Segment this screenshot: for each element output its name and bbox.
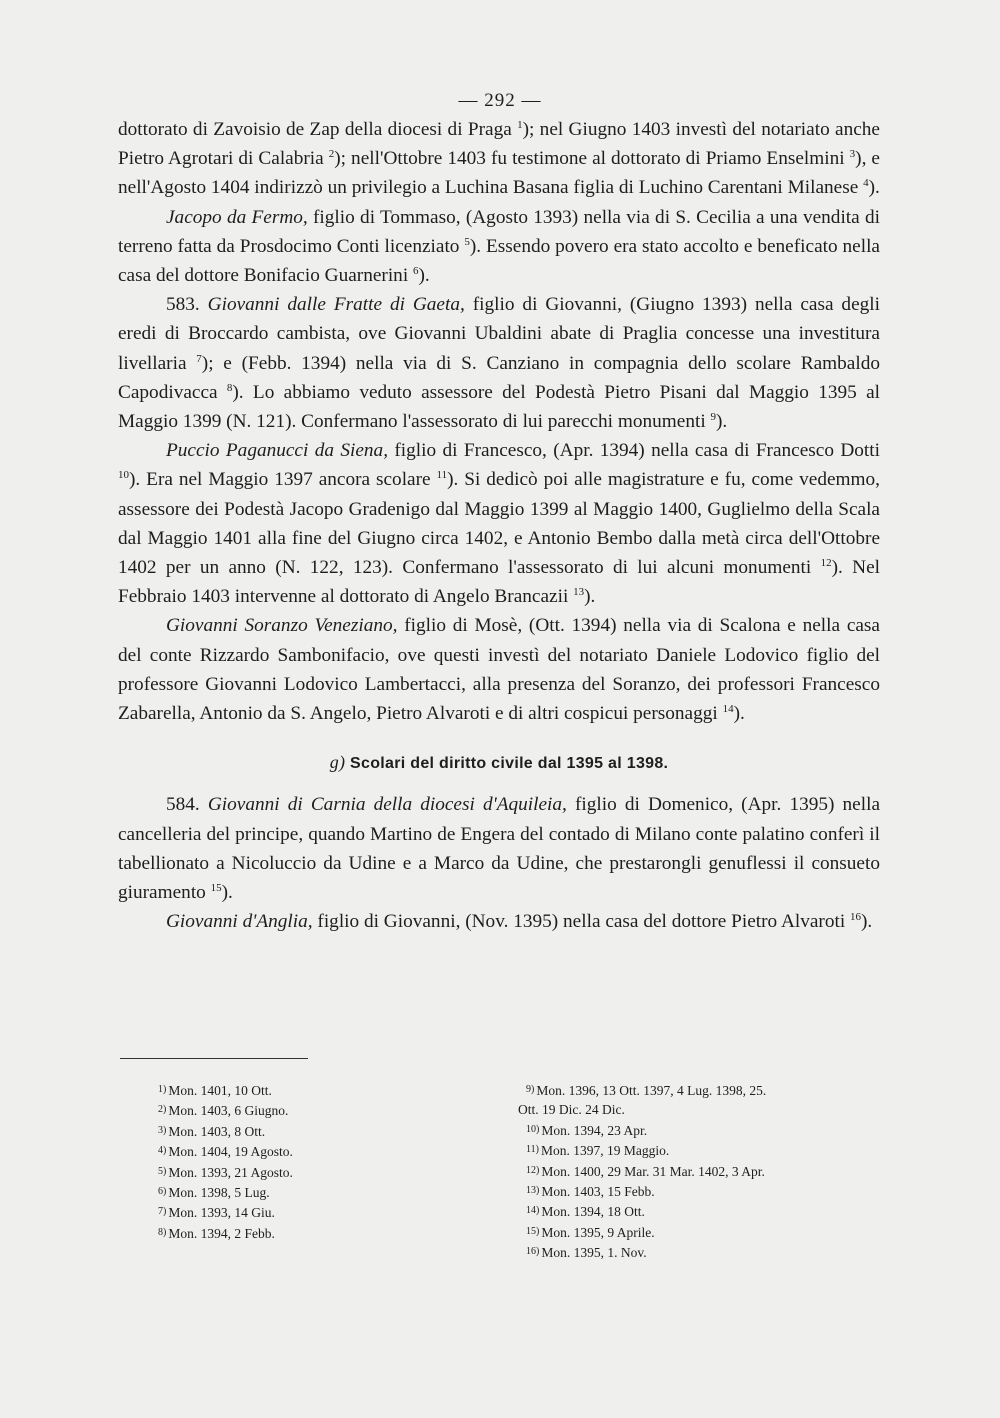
footnote: [518, 1120, 888, 1140]
footnote-ref: 4: [863, 177, 869, 190]
footnote: [518, 1201, 888, 1221]
person-name: Puccio Paganucci da Siena,: [166, 440, 389, 462]
footnote-number: 5): [158, 1165, 167, 1177]
footnote: [158, 1202, 478, 1222]
person-name: Giovanni di Carnia della diocesi d'Aquileia,: [207, 794, 567, 816]
footnote: [158, 1121, 478, 1141]
footnote-ref: 7: [196, 352, 202, 365]
footnote-ref: 15: [210, 882, 222, 895]
text-run: ). Era nel Maggio 1397 ancora scolare: [129, 469, 437, 491]
paragraph: [118, 203, 880, 291]
text-run: ).: [733, 703, 745, 725]
footnote: [158, 1182, 478, 1202]
body-text: [118, 115, 880, 936]
footnote: [518, 1140, 888, 1160]
footnote-text: Mon. 1395, 9 Aprile.: [541, 1224, 655, 1240]
text-run: 583.: [166, 294, 208, 316]
footnote-number: 14): [526, 1205, 540, 1217]
paragraphs-before-heading: [118, 115, 880, 728]
text-run: ).: [716, 411, 728, 433]
paragraph: [118, 611, 880, 728]
paragraphs-after-heading: [118, 790, 880, 936]
footnote-number: 4): [158, 1145, 167, 1157]
footnote-ref: 5: [464, 235, 470, 248]
text-run: ).: [221, 882, 233, 904]
paragraph: [118, 290, 880, 436]
footnote-text: Mon. 1393, 14 Giu.: [168, 1205, 275, 1221]
footnote-text: Mon. 1403, 15 Febb.: [541, 1184, 655, 1200]
text-run: ), e nell'Agosto 1404 indirizzò un privilegio a Luchina Basana figlia di Luchino Carentani Milanese: [118, 148, 880, 199]
footnote-number: 15): [526, 1225, 540, 1237]
text-run: dottorato di Zavoisio de Zap della diocesi di Praga: [118, 119, 518, 140]
footnote-text: Mon. 1394, 2 Febb.: [168, 1225, 275, 1241]
text-run: figlio di Domenico, (Apr. 1395) nella cancelleria del principe, quando Martino de Engera del contado di Milano conte palatino conferì il tabellionato a Nicoluccio da Udine e a Marco da Udine, che prestarongli genuflessi il consueto giuramento: [118, 794, 881, 904]
footnote-ref: 11: [436, 469, 448, 482]
footnote-number: 11): [526, 1144, 539, 1156]
text-run: figlio di Giovanni, (Giugno 1393) nella casa degli eredi di Broccardo cambista, ove Giovanni Ubaldini abate di Praglia concesse una investitura livellaria: [118, 294, 880, 374]
text-run: 584.: [166, 794, 208, 816]
footnote-text: Mon. 1401, 10 Ott.: [168, 1083, 272, 1098]
footnote-number: 1): [158, 1084, 167, 1095]
page-number: — 292 —: [458, 90, 542, 111]
footnote: [518, 1100, 888, 1119]
footnote-number: 16): [526, 1246, 540, 1258]
paragraph: [118, 436, 880, 611]
footnote-ref: 16: [850, 911, 862, 924]
person-name: Giovanni Soranzo Veneziano,: [166, 615, 398, 637]
footnote-text: Mon. 1403, 6 Giugno.: [168, 1103, 289, 1119]
footnote-number: 8): [158, 1226, 167, 1238]
footnote-number: 9): [526, 1084, 535, 1095]
section-heading: [118, 748, 880, 778]
footnote-text: Mon. 1395, 1. Nov.: [541, 1245, 647, 1261]
footnote-ref: 9: [710, 411, 717, 424]
footnote: [518, 1222, 888, 1242]
footnote: [518, 1161, 888, 1181]
footnote-number: 7): [158, 1206, 167, 1218]
text-run: ); e (Febb. 1394) nella via di S. Canziano in compagnia dello scolare Rambaldo Capodivacca: [118, 352, 880, 403]
text-run: ). Nel Febbraio 1403 intervenne al dottorato di Angelo Brancazii: [118, 557, 880, 608]
footnote-number: 6): [158, 1186, 167, 1198]
text-run: ). Essendo povero era stato accolto e beneficato nella casa del dottore Bonifacio Guarnerini: [118, 235, 880, 287]
footnote-text: Mon. 1393, 21 Agosto.: [168, 1164, 293, 1180]
footnote-ref: 3: [849, 148, 856, 161]
footnote-ref: 14: [722, 703, 734, 716]
footnote-ref: 1: [517, 119, 523, 131]
paragraph: [118, 790, 880, 907]
paragraph: [118, 907, 880, 936]
footnote: [158, 1100, 478, 1120]
text-run: ).: [418, 265, 430, 287]
footnote-text: Mon. 1398, 5 Lug.: [168, 1185, 270, 1201]
text-run: ). Si dedicò poi alle magistrature e fu, come vedemmo, assessore dei Podestà Jacopo Gradenigo dal Maggio 1399 al Maggio 1400, Guglielmo della Scala dal Maggio 1401 alla fine del Giugno circa 1402, e Antonio Bembo dalla metà circa dell'Ottobre 1402 per un anno (N. 122, 123). Confermano l'assessorato di lui alcuni monumenti: [118, 469, 880, 579]
footnote-text: Mon. 1404, 19 Agosto.: [168, 1144, 293, 1160]
footnote-text: Mon. 1394, 18 Ott.: [541, 1204, 645, 1220]
person-name: Giovanni d'Anglia,: [166, 911, 313, 933]
footnote-text: Mon. 1400, 29 Mar. 31 Mar. 1402, 3 Apr.: [541, 1163, 765, 1179]
footnote-text: Mon. 1396, 13 Ott. 1397, 4 Lug. 1398, 25.: [536, 1083, 767, 1098]
footnote: [158, 1162, 478, 1182]
footnote: [158, 1141, 478, 1161]
text-run: ).: [868, 177, 880, 199]
footnote: [158, 1080, 478, 1100]
footnote-number: 12): [526, 1164, 540, 1176]
footnote-ref: 12: [820, 557, 832, 570]
footnotes-left-column: [158, 1080, 478, 1243]
footnote: [158, 1223, 478, 1243]
text-run: ). Lo abbiamo veduto assessore del Podestà Pietro Pisani dal Maggio 1395 al Maggio 1399 (N. 121). Confermano l'assessorato di lui parecchi monumenti: [118, 381, 880, 433]
footnote: [518, 1242, 888, 1262]
footnote-ref: 6: [413, 265, 419, 278]
footnote-text: Mon. 1394, 23 Apr.: [541, 1122, 648, 1138]
footnote-ref: 2: [328, 148, 335, 161]
text-run: figlio di Tommaso, (Agosto 1393) nella via di S. Cecilia a una vendita di terreno fatta da Prosdocimo Conti licenziato: [118, 206, 880, 257]
footnote-ref: 8: [226, 381, 233, 394]
section-heading-text: Scolari del diritto civile dal 1395 al 1398.: [350, 755, 669, 773]
text-run: figlio di Mosè, (Ott. 1394) nella via di Scalona e nella casa del conte Rizzardo Sambonifacio, ove questi investì del notariato Daniele Lodovico figlio del professore Giovanni Lodovico Lambertacci, alla presenza del Soranzo, dei professori Francesco Zabarella, Antonio da S. Angelo, Pietro Alvaroti e di altri cospicui personaggi: [118, 615, 880, 725]
footnote-number: 13): [526, 1185, 540, 1197]
footnote-rule: [120, 1058, 308, 1059]
text-run: ).: [861, 911, 873, 933]
section-heading-letter: g): [329, 752, 346, 773]
text-run: ); nell'Ottobre 1403 fu testimone al dottorato di Priamo Enselmini: [334, 148, 850, 170]
footnote-ref: 13: [573, 586, 585, 599]
text-run: figlio di Francesco, (Apr. 1394) nella casa di Francesco Dotti: [388, 440, 880, 462]
footnote-text: Ott. 19 Dic. 24 Dic.: [518, 1102, 625, 1118]
person-name: Jacopo da Fermo,: [166, 206, 308, 228]
footnote-text: Mon. 1403, 8 Ott.: [168, 1123, 266, 1139]
footnote-ref: 10: [118, 469, 129, 482]
footnote-number: 10): [526, 1123, 540, 1135]
footnote-number: 2): [158, 1104, 167, 1116]
text-run: ).: [584, 586, 596, 608]
paragraph: [118, 115, 880, 203]
footnotes-right-column: [518, 1080, 888, 1263]
text-run: figlio di Giovanni, (Nov. 1395) nella casa del dottore Pietro Alvaroti: [312, 911, 851, 933]
footnote-number: 3): [158, 1124, 167, 1136]
person-name: Giovanni dalle Fratte di Gaeta,: [207, 294, 465, 316]
footnote: [518, 1181, 888, 1201]
footnote: [518, 1080, 888, 1100]
text-run: ); nel Giugno 1403 investì del notariato anche Pietro Agrotari di Calabria: [118, 119, 880, 170]
footnote-text: Mon. 1397, 19 Maggio.: [540, 1143, 670, 1159]
